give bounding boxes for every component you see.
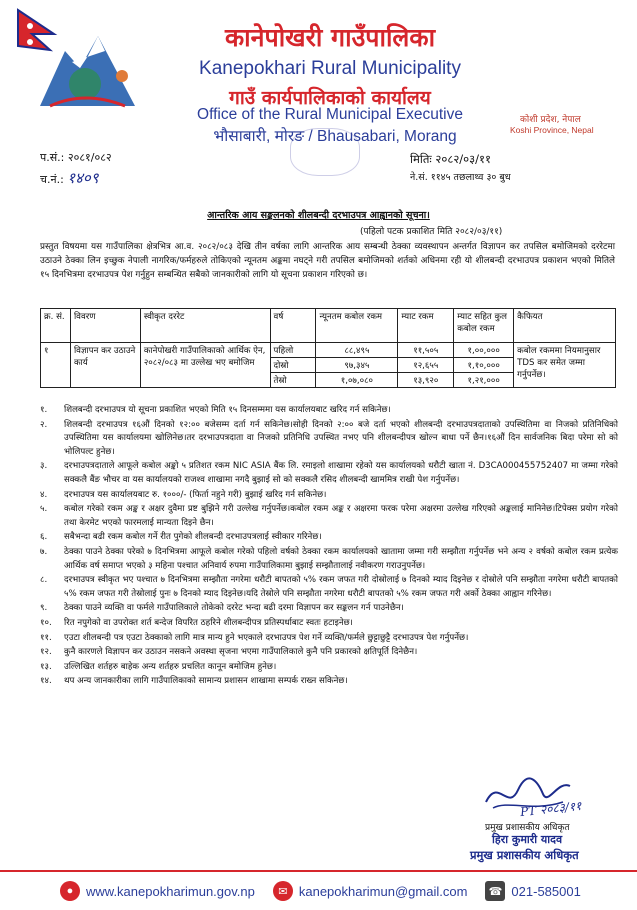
item-text: रित नपुगेको वा उपरोक्त शर्त बन्देज विपरित ठहरिने शीलबन्दीपत्र प्रतिस्पर्धाबाट स्वतः हटाइनेछ।	[64, 617, 353, 628]
notice-intro: प्रस्तुत विषयमा यस गाउँपालिका क्षेत्रभित्र आ.व. २०८२/०८३ देखि तीन वर्षका लागि आन्तरिक आय सम्बन्धी ठेक्का व्यवस्थापन अन्तर्गत विज्ञापन कर तपसिल बमोजिमको दररेटमा उठाउने ठेक्का लिन इच्छुक नेपाली नागरिक/फर्महरुले तोकिएको न्यूनतम अङ्कमा नघट्ने गरी तपसिल बमोजिमको शर्तको अधिनमा रही यो शीलबन्दी दरभाउपत्र प्रकाशन भएको मितिले १५ दिनभित्रमा दरभाउपत्र पेश गर्नुहुन सम्बन्धित सबैको जानकारीको लागि यो सूचना प्रकाशन गरिएको छ।	[40, 242, 615, 280]
table-row	[41, 343, 616, 358]
list-item	[40, 460, 618, 487]
item-number: ५.	[40, 504, 48, 515]
phone-text[interactable]: 021-585001	[511, 883, 581, 899]
footer-phone[interactable]	[485, 881, 580, 901]
province-en: Koshi Province, Nepal	[510, 125, 594, 135]
date-value: २०८२/०३/११	[435, 152, 491, 166]
office-name-en: Office of the Rural Municipal Executive	[197, 106, 463, 123]
item-text: दरभाउपत्र स्वीकृत भए पश्चात ७ दिनभित्रमा सम्झौता नगरेमा धरौटी बापतको ५% रकम जफत गरी दोस्रोलाई ७ दिनको म्याद दिइनेछ र दोस्रोले पनि सम्झौता नगरेमा धरौटी बापतको ५% रकम जफत गरी तेस्रोलाई पुनः ७ दिनको म्याद दिइनेछ।यदि तेस्रोले पनि सम्झौता नगरेमा धरौटी बापतको ५% रकम जफत गरी अर्को ठेक्का आह्वान गरिनेछ।	[64, 575, 618, 599]
item-number: १.	[40, 405, 48, 415]
office-name-np: गाउँ कार्यपालिकाको कार्यालय	[229, 87, 431, 109]
item-number: ४.	[40, 489, 48, 500]
cell-total: १,२१,०००	[454, 373, 514, 388]
item-number: १४.	[40, 676, 52, 687]
list-item	[40, 661, 618, 675]
item-number: ११.	[40, 632, 52, 643]
item-text: दरभाउपत्रदाताले आफूले कबोल अङ्को ५ प्रतिशत रकम NIC ASIA बैंक लि. रमाइलो शाखामा रहेको यस कार्यालयको धरौटी खाता नं. D3CA000455752407 मा जम्मा गरेको सक्कलै बैंङ भौचर वा यस कार्यालयको राजश्व शाखामा नगदै बुझाई सो को सक्कलै रसिद शीलबन्दी खाममित्र राखी पेश गर्नुपर्नेछ।	[64, 461, 618, 485]
cell-year: तेस्रो	[270, 373, 316, 388]
ps-label: प.सं.:	[40, 151, 65, 164]
item-text: ठेक्का पाउने ठेक्का परेको ७ दिनभित्रमा आफूले कबोल गरेको पहिलो वर्षको ठेक्का रकम कार्यालयको खातामा जम्मा गरी सम्झौता गर्नुपर्नेछ भने अन्य २ वर्षको कबोल रकम प्रत्येक आर्थिक वर्ष समाप्त भएको ३ महिना पश्चात अनिवार्य रुपमा गाउँपालिकामा बुझाई सम्झौतालाई नवीकरण गराउनुपर्नेछ।	[64, 546, 618, 571]
nepal-emblem-icon	[10, 6, 160, 112]
cn-label: च.नं.:	[40, 173, 64, 186]
list-item	[40, 503, 618, 530]
list-item	[40, 646, 618, 660]
municipality-name-np: कानेपोखरी गाउँपालिका	[224, 23, 436, 52]
email-text[interactable]: kanepokharimun@gmail.com	[298, 883, 468, 899]
cell-min-bid: १,०७,०८०	[316, 373, 398, 388]
list-item	[40, 404, 618, 418]
item-text: कुनै कारणले विज्ञापन कर उठाउन नसकने अवस्था सृजना भएमा गाउँपालिकाले कुनै पनि प्रकारको क्षतिपूर्ति दिनेछैन।	[64, 647, 418, 658]
letterhead	[0, 0, 637, 148]
cell-year: दोस्रो	[270, 358, 316, 373]
municipality-name-en: Kanepokhari Rural Municipality	[199, 58, 461, 79]
list-item	[40, 489, 618, 503]
item-number: १३.	[40, 661, 52, 672]
item-text: कबोल गरेको रकम अङ्क र अक्षर दुवैमा प्रष्ट बुझिने गरी उल्लेख गर्नुपर्नेछ।कबोल रकम अङ्क र अक्षरमा फरक परेमा अक्षरमा उल्लेख गरिएको अङ्कलाई मानिनेछ।टिपेक्स प्रयोग गरेको तथा केरमेट भएको फारमलाई मान्यता दिइने छैन।	[64, 504, 618, 528]
list-item	[40, 617, 618, 631]
item-text: उल्लिखित शर्तहरु बाहेक अन्य शर्तहरु प्रचलित कानून बमोजिम हुनेछ।	[64, 661, 277, 672]
col-header-description: विवरण	[70, 309, 140, 343]
col-header-remarks: कैफियत	[514, 309, 616, 343]
signatory-role: प्रमुख प्रशासकीय अधिकृत	[485, 823, 570, 833]
cell-description: विज्ञापन कर उठाउने कार्य	[70, 343, 140, 388]
tender-table	[40, 308, 616, 388]
cell-vat: १२,६५५	[398, 358, 454, 373]
cell-sn: १	[41, 343, 71, 388]
signatory-name: हिरा कुमारी यादव	[492, 833, 563, 846]
item-number: ६.	[40, 532, 48, 543]
notice-title-text: आन्तरिक आय सङ्कलनको शीलबन्दी दरभाउपत्र आह्वानको सूचना।	[207, 210, 430, 221]
col-header-total: म्याट सहित कुल कबोल रकम	[454, 309, 514, 343]
cell-total: १,१०,०००	[454, 358, 514, 373]
cell-vat: ११,५०५	[398, 343, 454, 358]
col-header-year: वर्ष	[270, 309, 316, 343]
signatory-title: प्रमुख प्रशासकीय अधिकृत	[470, 848, 579, 862]
office-stamp	[290, 128, 360, 176]
footer-email[interactable]	[273, 881, 468, 901]
footer-website[interactable]	[60, 881, 255, 901]
cell-min-bid: ८८,४९५	[316, 343, 398, 358]
cell-rate: कानेपोखरी गाउँपालिकाको आर्थिक ऐन, २०८२/०८३ मा उल्लेख भए बमोजिम	[140, 343, 270, 388]
office-address: भौसाबारी, मोरङ / Bhausabari, Morang	[213, 128, 457, 145]
item-number: ७.	[40, 546, 48, 557]
ps-value: २०८१/०८२	[67, 151, 112, 164]
list-item	[40, 531, 618, 545]
cell-total: १,००,०००	[454, 343, 514, 358]
date-label: मितिः	[410, 152, 432, 166]
col-header-min-bid: न्यूनतम कबोल रकम	[316, 309, 398, 343]
nepal-samvat-date: ने.सं. ११४५ तछलाथ्व ३० बुध	[410, 172, 511, 183]
col-header-sn: क्र. सं.	[41, 309, 71, 343]
conditions-list	[40, 404, 618, 690]
cell-vat: १३,९२०	[398, 373, 454, 388]
list-item	[40, 675, 618, 689]
notice-title	[0, 208, 637, 221]
item-number: १०.	[40, 617, 52, 628]
province-np: कोशी प्रदेश, नेपाल	[520, 115, 581, 125]
footer	[0, 872, 637, 910]
item-text: सबैभन्दा बढी रकम कबोल गर्ने रीत पुगेको शीलबन्दी दरभाउपत्रलाई स्वीकार गरिनेछ।	[64, 532, 322, 543]
item-text: दरभाउपत्र यस कार्यालयबाट रु. १०००/- (फिर्ता नहुने गरी) बुझाई खरिद गर्न सकिनेछ।	[64, 489, 327, 500]
list-item	[40, 574, 618, 601]
cell-min-bid: ९७,३४५	[316, 358, 398, 373]
list-item	[40, 546, 618, 573]
signature-date: PT २०८३/११	[519, 798, 583, 820]
cell-year: पहिलो	[270, 343, 316, 358]
item-number: १२.	[40, 647, 52, 658]
website-text[interactable]: www.kanepokharimun.gov.np	[86, 883, 255, 899]
cell-remarks: कबोल रकममा नियमानुसार TDS कर समेत जम्मा गर्नुपर्नेछ।	[514, 343, 616, 388]
item-text: शिलबन्दी दरभाउपत्र १६औं दिनको १२:०० बजेसम्म दर्ता गर्न सकिनेछ।सोही दिनको २:०० बजे दर्ता भएको शीलबन्दी दरभाउपत्रदाताको उपस्थितिमा वा निजको प्रतिनिधिको उपस्थितिमा यस कार्यालयमा खोलिनेछ।तर दरभाउपत्रदाता वा निजको प्रतिनिधि उपस्थित नभए पनि शीलबन्दीपत्र खोल्न बाधा पर्ने छैन।१६औं दिन सार्वजनिक बिदा परेमा सो को भोलिपल्ट हुनेछ।	[64, 419, 618, 457]
item-number: ८.	[40, 575, 48, 586]
item-text: ठेक्का पाउने व्यक्ति वा फर्मले गाउँपालिकाले तोकेको दररेट भन्दा बढी दरमा विज्ञापन कर सङ्कलन गर्न पाउनेछैन।	[64, 603, 404, 614]
phone-icon: ☎	[485, 881, 505, 901]
list-item	[40, 419, 618, 460]
cn-value: १४०९	[67, 169, 99, 187]
col-header-vat: म्याट रकम	[398, 309, 454, 343]
globe-icon: ●	[60, 881, 80, 901]
table-header-row	[41, 309, 616, 343]
letter-ref-ps	[40, 150, 112, 165]
notice-subtitle: (पहिलो पटक प्रकाशित मिति २०८२/०३/११)	[360, 227, 503, 237]
item-text: एउटा शीलबन्दी पत्र एउटा ठेक्काको लागि मात्र मान्य हुने भएकाले दरभाउपत्र पेश गर्ने व्यक्ति/फर्मले छुट्टाछुट्टै दरभाउपत्र पेश गर्नुपर्नेछ।	[64, 632, 469, 643]
item-number: ९.	[40, 603, 48, 614]
item-text: शिलबन्दी दरभाउपत्र यो सूचना प्रकाशित भएको मिति १५ दिनसम्ममा यस कार्यालयबाट खरिद गर्न सकिनेछ।	[64, 405, 391, 415]
item-text: थप अन्य जानकारीका लागि गाउँपालिकाको सामान्य प्रशासन शाखामा सम्पर्क राख्न सकिनेछ।	[64, 676, 348, 687]
col-header-rate: स्वीकृत दररेट	[140, 309, 270, 343]
letter-date	[410, 152, 491, 167]
letter-ref-cn	[40, 168, 99, 188]
list-item	[40, 602, 618, 616]
email-icon: ✉	[273, 881, 293, 901]
item-number: ३.	[40, 461, 48, 472]
list-item	[40, 632, 618, 646]
item-number: २.	[40, 419, 48, 430]
